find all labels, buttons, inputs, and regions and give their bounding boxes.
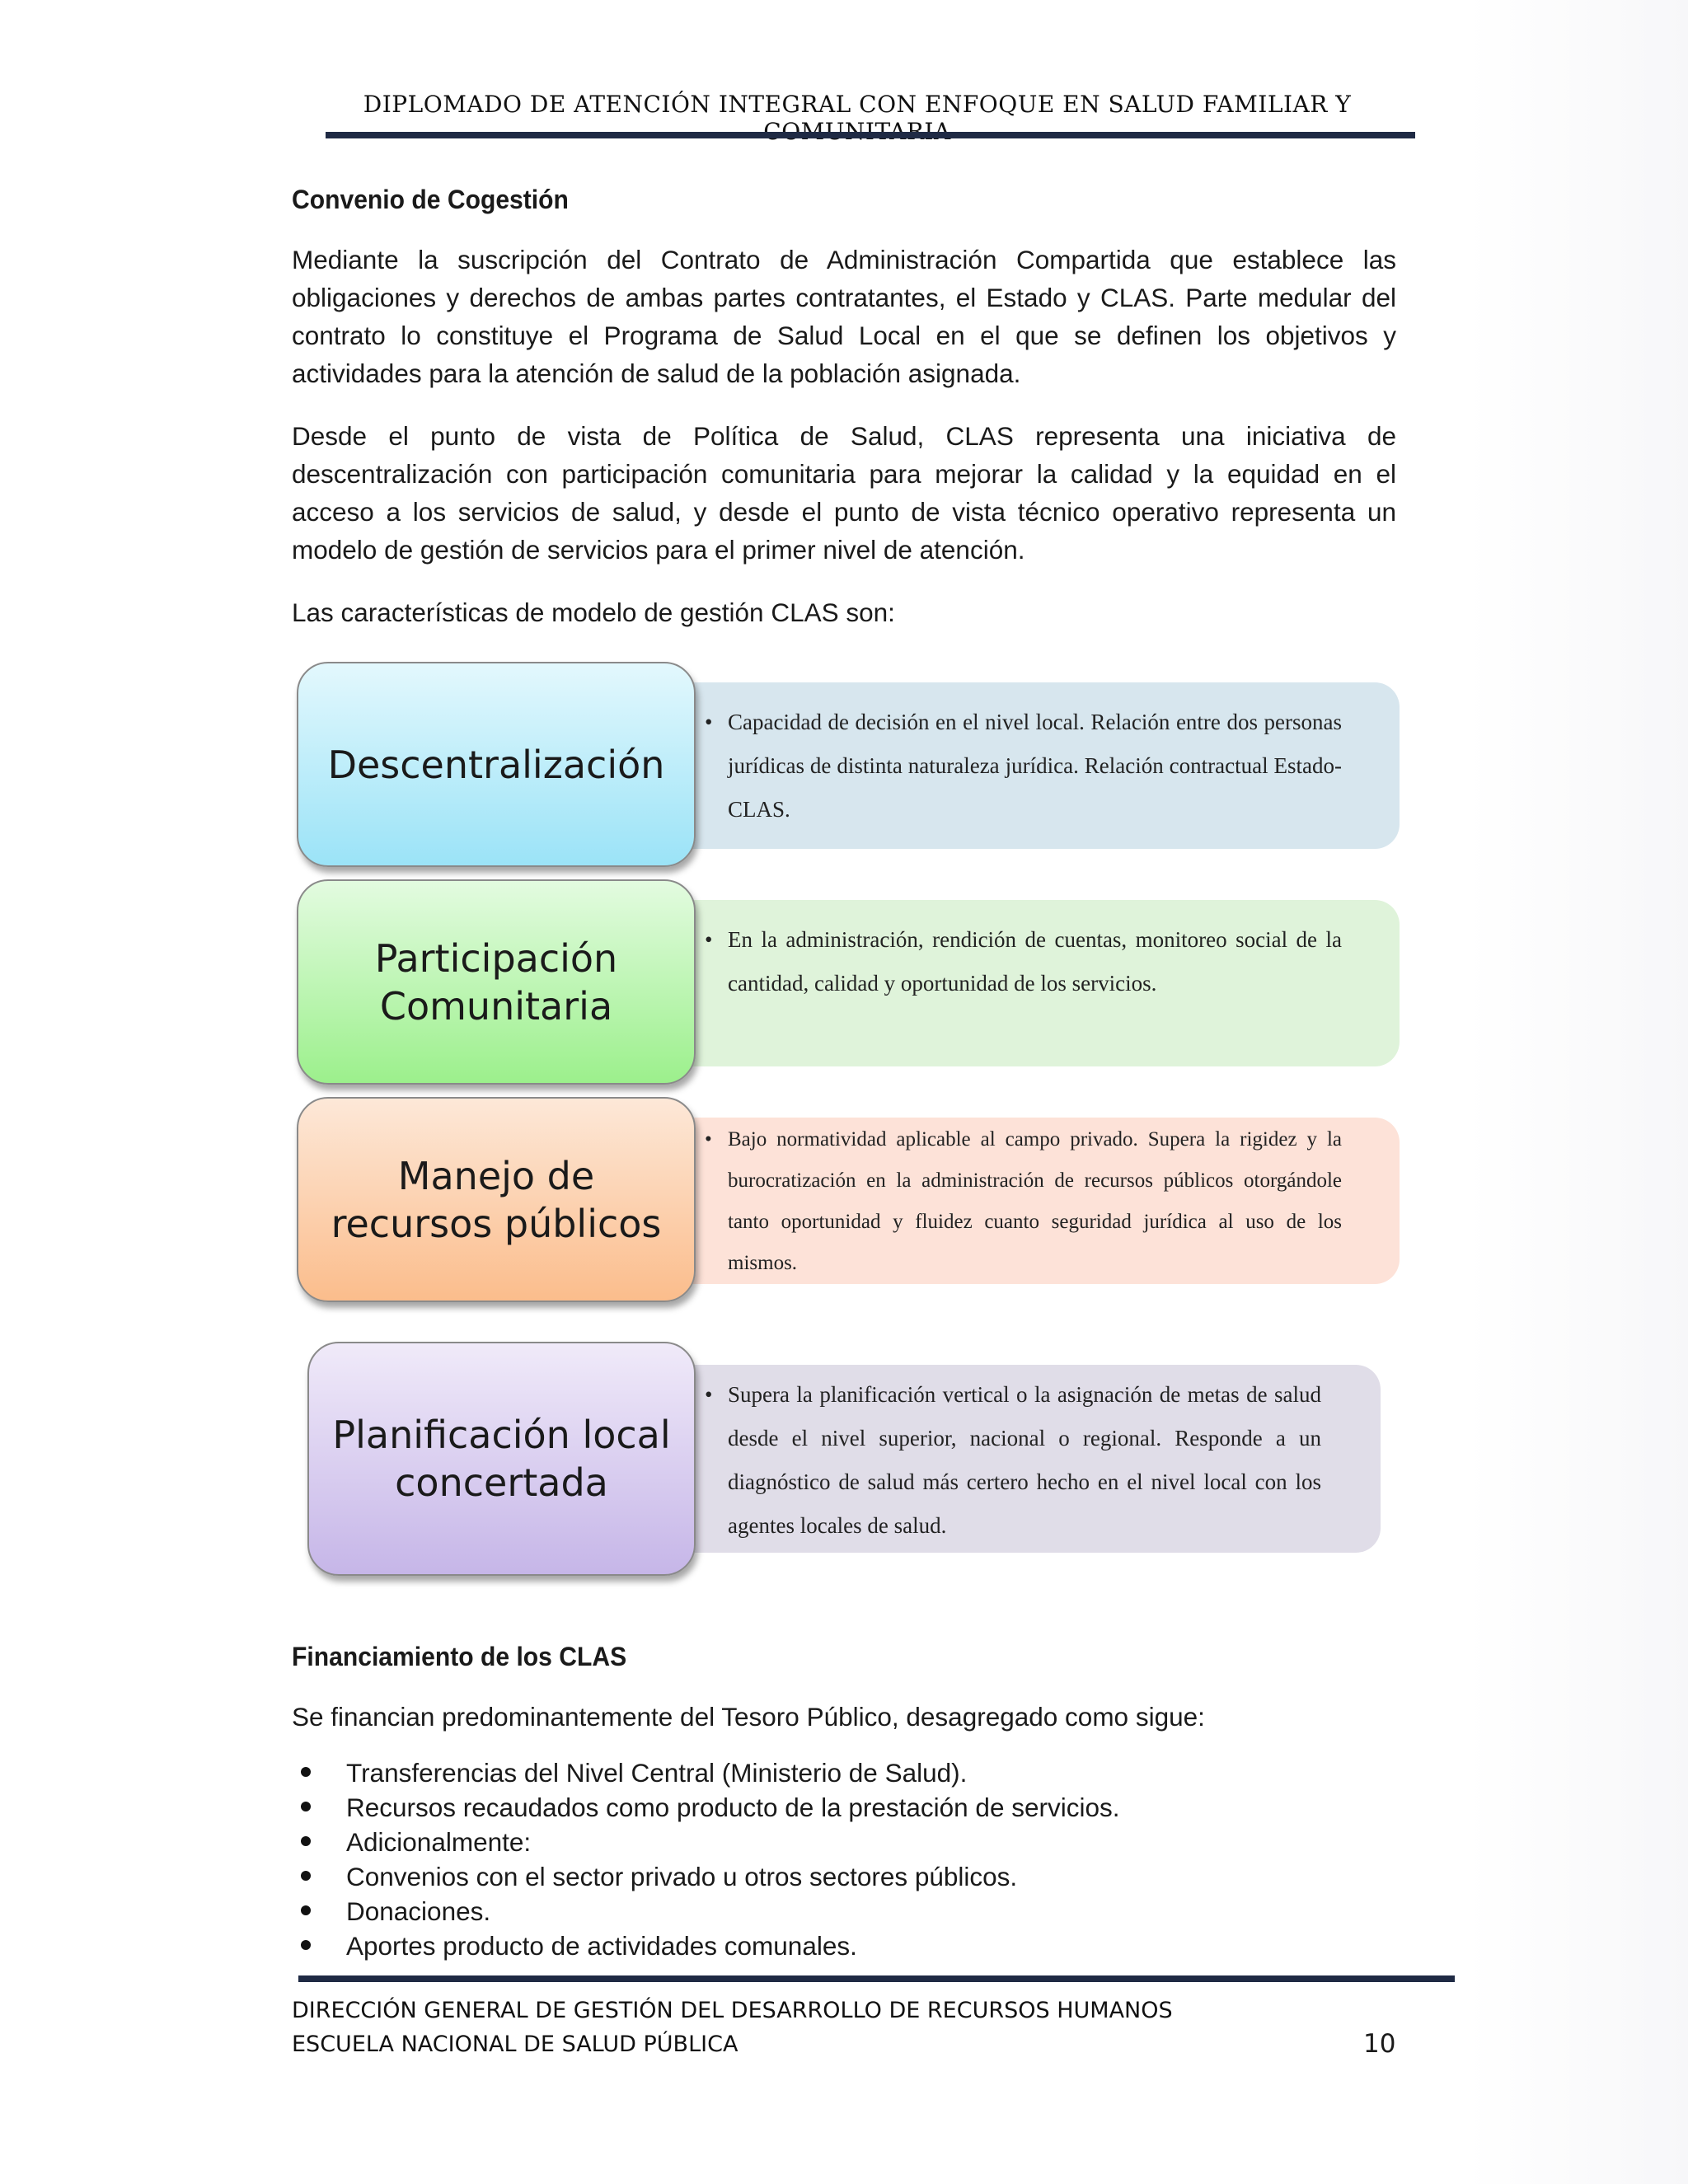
- header-rule: [326, 132, 1415, 138]
- description-text: Supera la planificación vertical o la asignación de metas de salud desde el nivel superior, nacional o regional. Responde a un diagnóstico de salud más certero hecho en el nivel local con los agentes locales de salud.: [728, 1382, 1321, 1538]
- box-planificacion-local: [307, 1342, 696, 1576]
- section-heading-convenio: Convenio de Cogestión: [292, 185, 569, 214]
- list-item-text: Recursos recaudados como producto de la prestación de servicios.: [346, 1793, 1120, 1822]
- bullet-marker: •: [705, 710, 713, 734]
- list-item: [297, 1929, 1120, 1963]
- paragraph-contrato: Mediante la suscripción del Contrato de Administración Compartida que establece las obligaciones y derechos de ambas partes contratantes, el Estado y CLAS. Parte medular del contrato lo constituye el Programa de Salud Local en el que se definen los objetivos y actividades para la atención de salud de la población asignada.: [292, 245, 1396, 388]
- list-item-text: Adicionalmente:: [346, 1827, 532, 1857]
- footer-school: ESCUELA NACIONAL DE SALUD PÚBLICA: [292, 2032, 738, 2057]
- bullet-dot: [301, 1905, 311, 1915]
- financing-list: [297, 1755, 1120, 1963]
- footer-institution: DIRECCIÓN GENERAL DE GESTIÓN DEL DESARROLLO DE RECURSOS HUMANOS: [292, 1998, 1173, 2023]
- bullet-marker: •: [705, 1382, 713, 1407]
- paragraph-politica: Desde el punto de vista de Política de Salud, CLAS representa una iniciativa de descentralización con participación comunitaria para mejorar la calidad y la equidad en el acceso a los servicios de salud, y desde el punto de vista técnico operativo representa un modelo de gestión de servicios para el primer nivel de atención.: [292, 421, 1396, 565]
- box-title: Descentralización: [327, 742, 665, 787]
- description-text: Bajo normatividad aplicable al campo privado. Supera la rigidez y la burocratización en la administración de recursos públicos otorgándole tanto oportunidad y fluidez cuanto seguridad jurídica al uso de los mismos.: [728, 1128, 1342, 1274]
- list-item: [297, 1790, 1120, 1825]
- paragraph-financiamiento-intro: Se financian predominantemente del Tesoro Público, desagregado como sigue:: [292, 1702, 1205, 1732]
- box-title: Participación Comunitaria: [374, 935, 618, 1029]
- box-title: Planificación local concertada: [332, 1413, 671, 1505]
- list-item-text: Aportes producto de actividades comunales.: [346, 1931, 857, 1961]
- list-item: [297, 1825, 1120, 1859]
- list-item-text: Transferencias del Nivel Central (Ministerio de Salud).: [346, 1758, 968, 1788]
- paragraph-caracteristicas: Las características de modelo de gestión CLAS son:: [292, 598, 895, 627]
- description-box-participacion: [659, 900, 1400, 1066]
- box-participacion-comunitaria: [297, 879, 696, 1085]
- section-heading-financiamiento: Financiamiento de los CLAS: [292, 1642, 627, 1671]
- bullet-dot: [301, 1836, 311, 1846]
- bullet-marker: •: [705, 1128, 712, 1151]
- list-item: [297, 1859, 1120, 1894]
- bullet-dot: [301, 1767, 311, 1777]
- description-text: Capacidad de decisión en el nivel local. Relación entre dos personas jurídicas de distinta naturaleza jurídica. Relación contractual Estado-CLAS.: [728, 710, 1342, 822]
- bullet-dot: [301, 1802, 311, 1811]
- page-edge-shade: [1467, 0, 1688, 2184]
- list-item: [297, 1755, 1120, 1790]
- description-box-recursos: [659, 1118, 1400, 1284]
- header-title: DIPLOMADO DE ATENCIÓN INTEGRAL CON ENFOQUE EN SALUD FAMILIAR Y: [363, 91, 1352, 118]
- description-box-descentralizacion: [659, 682, 1400, 849]
- list-item: [297, 1894, 1120, 1929]
- box-title: Manejo de recursos públicos: [331, 1153, 662, 1246]
- bullet-dot: [301, 1871, 311, 1881]
- list-item-text: Convenios con el sector privado u otros sectores públicos.: [346, 1862, 1018, 1891]
- footer-rule: [298, 1975, 1455, 1982]
- description-box-planificacion: [659, 1365, 1381, 1553]
- bullet-dot: [301, 1940, 311, 1950]
- page-number: 10: [1363, 2029, 1396, 2059]
- box-descentralizacion: [297, 662, 696, 867]
- list-item-text: Donaciones.: [346, 1896, 491, 1926]
- description-text: En la administración, rendición de cuentas, monitoreo social de la cantidad, calidad y oportunidad de los servicios.: [728, 927, 1342, 996]
- bullet-marker: •: [705, 927, 713, 952]
- box-manejo-recursos-publicos: [297, 1097, 696, 1302]
